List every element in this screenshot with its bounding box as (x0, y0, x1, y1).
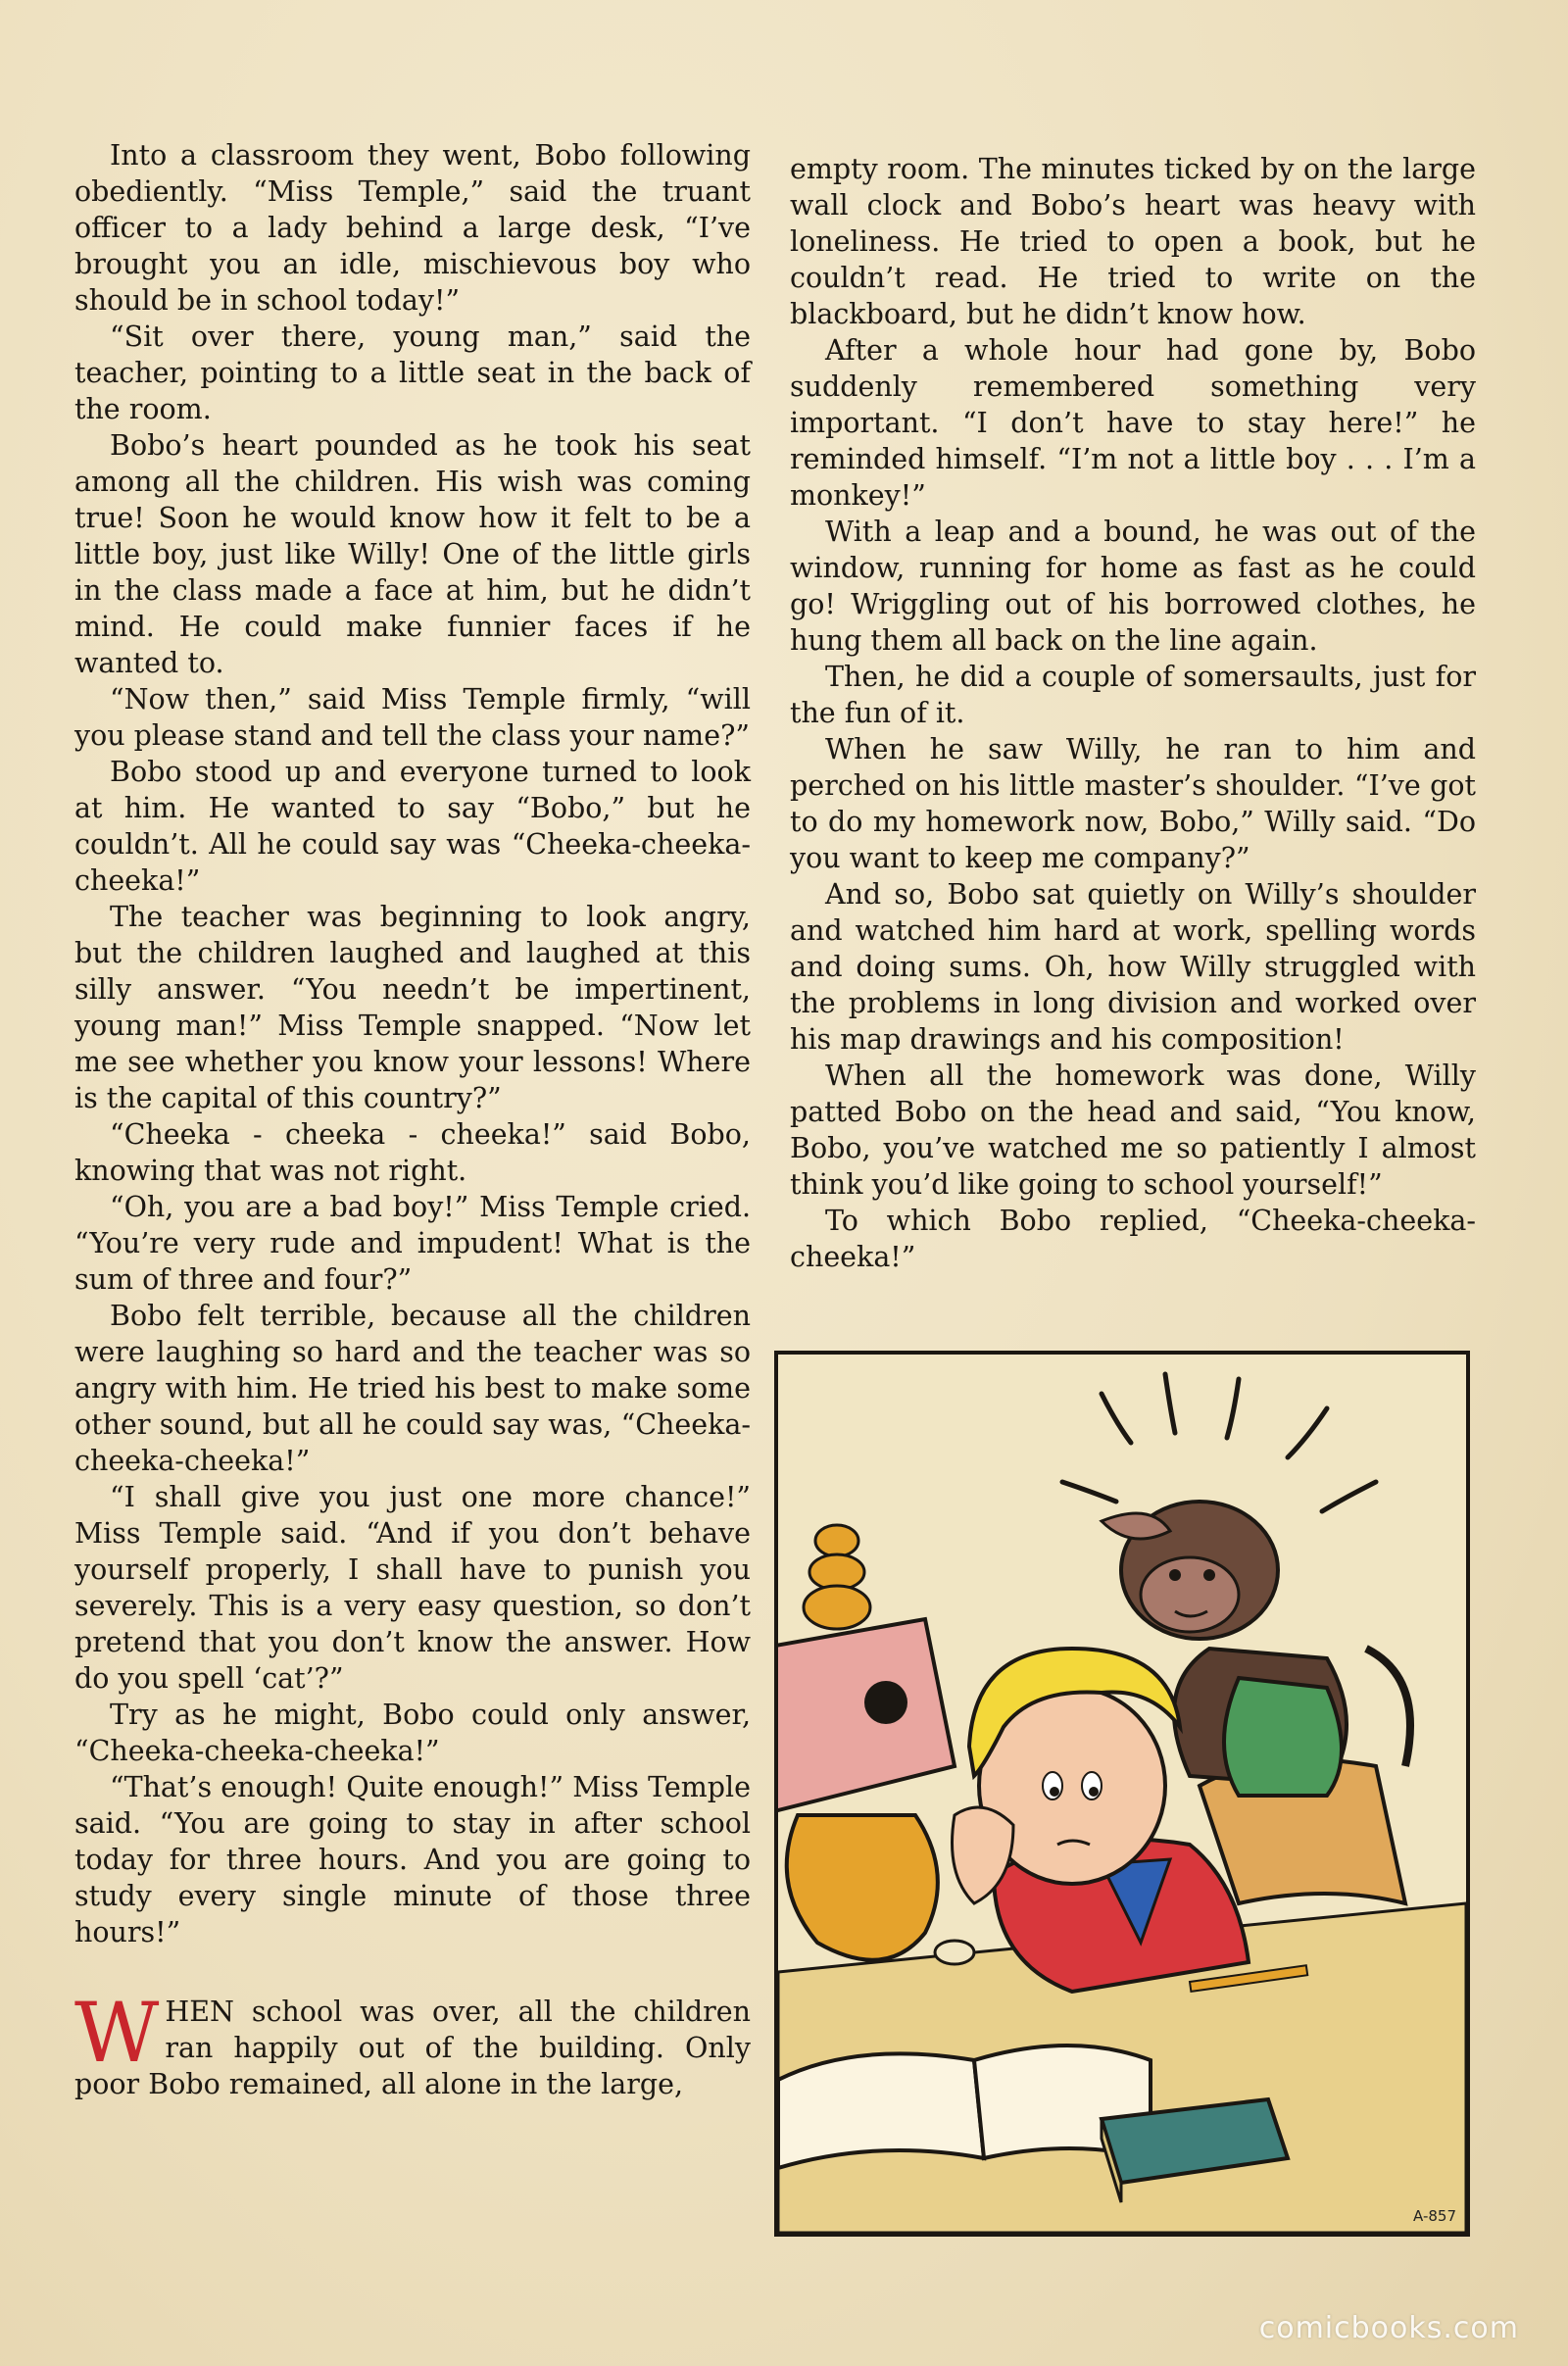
paragraph: To which Bobo replied, “Cheeka-cheeka-cheeka!” (790, 1205, 1476, 1273)
paragraph: “I shall give you just one more chance!” Miss Temple said. “And if you don’t behave yourself properly, I shall have to punish you severely. This is a very easy question, so don’t pretend that you don’t know the answer. How do you spell ‘cat’?” (74, 1481, 751, 1695)
paragraph: Try as he might, Bobo could only answer, “Cheeka-cheeka-cheeka!” (74, 1699, 751, 1767)
right-text-column (790, 151, 1476, 1275)
illustration-panel (774, 1351, 1470, 2237)
paragraph: Then, he did a couple of somersaults, just for the fun of it. (790, 661, 1476, 729)
section-paragraph (74, 1985, 751, 2102)
paragraph: empty room. The minutes ticked by on the large wall clock and Bobo’s heart was heavy with loneliness. He tried to open a book, but he couldn’t read. He tried to write on the blackboard, but he didn’t know how. (790, 153, 1476, 330)
section-text: HEN school was over, all the children ran happily out of the building. Only poor Bobo remained, all alone in the large, (74, 1996, 751, 2100)
paragraph: Bobo stood up and everyone turned to look at him. He wanted to say “Bobo,” but he couldn’t. All he could say was “Cheeka-cheeka-cheeka!” (74, 756, 751, 897)
paragraph: When all the homework was done, Willy patted Bobo on the head and said, “You know, Bobo, you’ve watched me so patiently I almost think you’d like going to school yourself!” (790, 1060, 1476, 1201)
paragraph: “Cheeka - cheeka - cheeka!” said Bobo, knowing that was not right. (74, 1118, 751, 1187)
paragraph: Bobo’s heart pounded as he took his seat among all the children. His wish was coming true! Soon he would know how it felt to be a little boy, just like Willy! One of the little girls in the class made a face at him, but he didn’t mind. He could make funnier faces if he wanted to. (74, 429, 751, 679)
artist-signature: A-857 (1413, 2207, 1456, 2225)
paragraph: “That’s enough! Quite enough!” Miss Temple said. “You are going to stay in after school today for three hours. And you are going to study every single minute of those three hours!” (74, 1771, 751, 1948)
paragraph: Into a classroom they went, Bobo following obediently. “Miss Temple,” said the truant officer to a lady behind a large desk, “I’ve brought you an idle, mischievous boy who should be in school today!” (74, 139, 751, 317)
illustration-drawing (778, 1355, 1466, 2233)
paragraph: “Now then,” said Miss Temple firmly, “will you please stand and tell the class your name?” (74, 683, 751, 752)
paragraph: “Sit over there, young man,” said the teacher, pointing to a little seat in the back of the room. (74, 320, 751, 425)
paragraph: “Oh, you are a bad boy!” Miss Temple cried. “You’re very rude and impudent! What is the sum of three and four?” (74, 1191, 751, 1296)
paragraph: The teacher was beginning to look angry, but the children laughed and laughed at this silly answer. “You needn’t be impertinent, young man!” Miss Temple snapped. “Now let me see whether you know your lessons! Where is the capital of this country?” (74, 901, 751, 1114)
paragraph: With a leap and a bound, he was out of the window, running for home as fast as he could go! Wriggling out of his borrowed clothes, he hung them all back on the line again. (790, 516, 1476, 657)
drop-cap: W (74, 1985, 160, 2081)
paragraph: After a whole hour had gone by, Bobo suddenly remembered something very important. “I don’t have to stay here!” he reminded himself. “I’m not a little boy . . . I’m a monkey!” (790, 334, 1476, 512)
left-text-column (74, 137, 751, 2102)
paragraph: And so, Bobo sat quietly on Willy’s shoulder and watched him hard at work, spelling words and doing sums. Oh, how Willy struggled with the problems in long division and worked over his map drawings and his composition! (790, 878, 1476, 1056)
open-book-drawing (778, 2046, 1151, 2168)
watermark: comicbooks.com (1258, 2311, 1519, 2345)
paragraph: Bobo felt terrible, because all the children were laughing so hard and the teacher was so angry with him. He tried his best to make some other sound, but all he could say was, “Cheeka-cheeka-cheeka!” (74, 1300, 751, 1477)
paragraph: When he saw Willy, he ran to him and perched on his little master’s shoulder. “I’ve got to do my homework now, Bobo,” Willy said. “Do you want to keep me company?” (790, 733, 1476, 874)
